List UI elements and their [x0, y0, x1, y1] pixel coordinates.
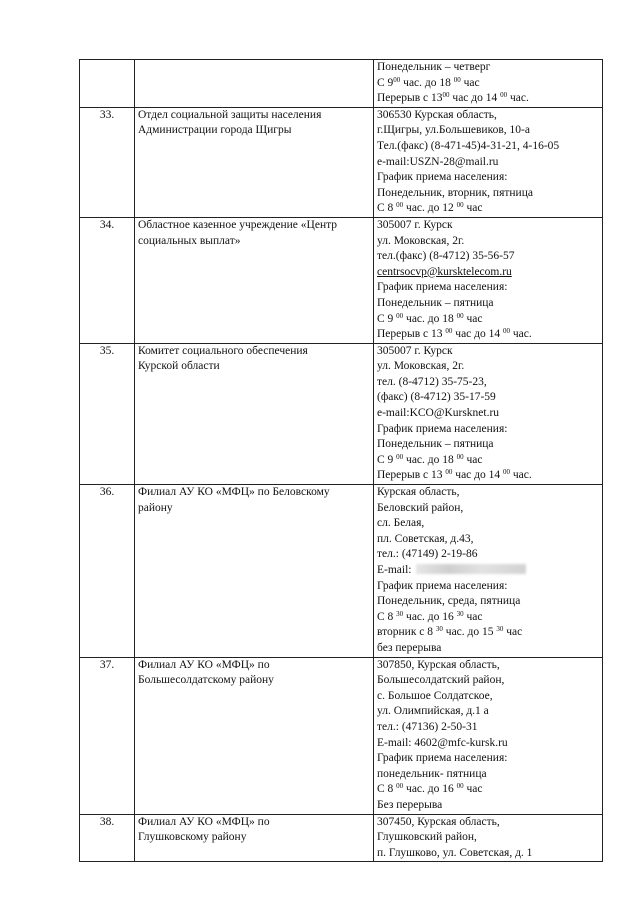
row-number: 37. [80, 657, 135, 814]
time-minutes-superscript: 00 [393, 75, 401, 84]
contact-info-line [377, 437, 599, 453]
contact-text: Понедельник – пятница [377, 296, 494, 309]
contact-info-line [377, 375, 599, 391]
organization-name-line: Областное казенное учреждение «Центр [138, 218, 338, 231]
contact-info-line [377, 453, 599, 469]
contact-info-line [377, 155, 599, 171]
contact-text: Глушковский район, [377, 831, 477, 844]
contact-info-cell [374, 107, 603, 217]
contact-text: С 9 [377, 453, 397, 466]
contact-info-cell [374, 343, 603, 484]
contact-info-line [377, 108, 599, 124]
contact-text: тел.(факс) (8-4712) 35-56-57 [377, 250, 515, 263]
contact-text: График приема населения: [377, 422, 508, 435]
contact-text: час. до 12 [403, 202, 457, 215]
contact-info-line [377, 846, 599, 862]
contact-text: час до 14 [452, 328, 503, 341]
organization-name-line: Филиал АУ КО «МФЦ» по Беловскому [138, 486, 330, 499]
contact-text: С 8 [377, 202, 397, 215]
contact-text: Перерыв с 13 [377, 469, 446, 482]
contact-text: час [463, 312, 483, 325]
contact-info-line [377, 76, 599, 92]
contact-text: Понедельник, среда, пятница [377, 595, 521, 608]
contact-text: centrsocvp@kursktelecom.ru [377, 265, 512, 278]
contact-text: Курская область, [377, 486, 460, 499]
organization-name-line: Курской области [138, 360, 220, 373]
contact-info-line [377, 249, 599, 265]
contact-info-line [377, 280, 599, 296]
row-number [80, 60, 135, 108]
contact-info-cell [374, 60, 603, 108]
contact-text: вторник с 8 [377, 626, 436, 639]
contact-text: час [463, 202, 483, 215]
organization-name-line: Администрации города Щигры [138, 124, 292, 137]
contact-info-cell [374, 657, 603, 814]
contact-text: час. [510, 328, 532, 341]
contacts-table [79, 59, 603, 862]
redacted-email [416, 564, 526, 574]
contact-text: без перерыва [377, 641, 442, 654]
organization-cell [135, 343, 374, 484]
contact-text: час. до 16 [403, 610, 457, 623]
organization-name-line: Комитет социального обеспечения [138, 344, 308, 357]
email-link[interactable] [377, 265, 599, 281]
contact-info-line [377, 501, 599, 517]
contact-info-line [377, 594, 599, 610]
contact-info-line [377, 170, 599, 186]
contact-text: п. Глушково, ул. Советская, д. 1 [377, 846, 533, 859]
contact-text: 307450, Курская область, [377, 815, 500, 828]
contact-info-line [377, 658, 599, 674]
contact-text: тел.: (47136) 2-50-31 [377, 720, 478, 733]
contact-info-line [377, 782, 599, 798]
contact-info-line [377, 641, 599, 657]
contact-info-line [377, 422, 599, 438]
contact-text: час. до 18 [403, 312, 457, 325]
time-minutes-superscript: 00 [503, 468, 510, 477]
contact-info-line [377, 767, 599, 783]
time-minutes-superscript: 00 [500, 91, 508, 100]
contact-text: час [463, 453, 483, 466]
contact-text: ул. Олимпийская, д.1 а [377, 705, 489, 718]
contact-text: Тел.(факс) (8-471-45)4-31-21, 4-16-05 [377, 139, 560, 152]
contact-text: График приема населения: [377, 171, 508, 184]
contact-text: час. до 16 [403, 783, 457, 796]
contact-text: час [460, 76, 480, 89]
contact-info-line [377, 468, 599, 484]
contact-text: С 9 [377, 76, 394, 89]
contact-info-line [377, 139, 599, 155]
contact-info-line [377, 485, 599, 501]
contacts-table-body [80, 60, 603, 862]
time-minutes-superscript: 00 [456, 782, 464, 791]
contact-info-line [377, 610, 599, 626]
contact-info-line [377, 234, 599, 250]
contact-info-line [377, 830, 599, 846]
contact-info-line [377, 689, 599, 705]
contact-info-line [377, 327, 599, 343]
contact-info-line [377, 312, 599, 328]
time-minutes-superscript: 00 [453, 75, 461, 84]
contact-info-line [377, 736, 599, 752]
time-minutes-superscript: 00 [396, 311, 404, 320]
contact-info-line [377, 406, 599, 422]
contact-info-line [377, 201, 599, 217]
contact-info-line [377, 516, 599, 532]
contact-text: С 8 [377, 610, 397, 623]
contact-info-cell [374, 217, 603, 343]
contact-text: г.Щигры, ул.Большевиков, 10-а [377, 124, 530, 137]
time-minutes-superscript: 00 [503, 327, 510, 336]
contact-text: С 9 [377, 312, 397, 325]
contact-text: час до 14 [452, 469, 503, 482]
table-row [80, 657, 603, 814]
organization-name-line: социальных выплат» [138, 234, 241, 247]
contact-text: час. до 18 [403, 453, 457, 466]
organization-cell [135, 217, 374, 343]
contact-text: Перерыв с 13 [377, 92, 443, 105]
contact-text: График приема населения: [377, 752, 508, 765]
organization-name-line: району [138, 501, 173, 514]
contact-text: час [503, 626, 523, 639]
contact-text: Понедельник, вторник, пятница [377, 186, 533, 199]
time-minutes-superscript: 00 [396, 452, 404, 461]
contact-info-line [377, 579, 599, 595]
time-minutes-superscript: 30 [396, 609, 404, 618]
contact-info-line [377, 390, 599, 406]
contact-text: час. до 15 [442, 626, 497, 639]
contact-info-line [377, 91, 599, 107]
organization-cell [135, 107, 374, 217]
contact-text: 305007 г. Курск [377, 218, 453, 231]
contact-info-line [377, 359, 599, 375]
table-row [80, 217, 603, 343]
contact-text: ул. Моковская, 2г. [377, 360, 465, 373]
contact-info-cell [374, 485, 603, 658]
contact-text: E-mail: [377, 564, 412, 576]
time-minutes-superscript: 00 [442, 91, 450, 100]
contact-text: час. до 18 [400, 76, 454, 89]
time-minutes-superscript: 00 [456, 201, 464, 210]
contact-info-line [377, 218, 599, 234]
time-minutes-superscript: 00 [445, 468, 453, 477]
contact-info-line [377, 673, 599, 689]
contact-text: 306530 Курская область, [377, 108, 497, 121]
contact-text: Без перерыва [377, 798, 443, 811]
contact-info-line [377, 532, 599, 548]
contact-text: час. [507, 92, 529, 105]
row-number: 34. [80, 217, 135, 343]
table-row [80, 485, 603, 658]
contact-text: час [463, 783, 483, 796]
contact-text: Большесолдатский район, [377, 674, 505, 687]
organization-name-line: Филиал АУ КО «МФЦ» по [138, 658, 270, 671]
contact-text: тел.: (47149) 2-19-86 [377, 548, 478, 561]
time-minutes-superscript: 30 [496, 625, 504, 634]
row-number: 38. [80, 814, 135, 862]
contact-text: 307850, Курская область, [377, 658, 500, 671]
contact-text: понедельник- пятница [377, 767, 487, 780]
contact-text: e-mail:USZN-28@mail.ru [377, 155, 499, 168]
table-row [80, 343, 603, 484]
organization-cell [135, 657, 374, 814]
time-minutes-superscript: 00 [396, 201, 404, 210]
time-minutes-superscript: 00 [445, 327, 453, 336]
contact-text: С 8 [377, 783, 397, 796]
organization-cell [135, 485, 374, 658]
time-minutes-superscript: 00 [396, 782, 404, 791]
table-row [80, 60, 603, 108]
contact-text: пл. Советская, д.43, [377, 532, 474, 545]
organization-cell [135, 60, 374, 108]
contact-text: тел. (8-4712) 35-75-23, [377, 375, 487, 388]
time-minutes-superscript: 30 [456, 609, 464, 618]
contact-text: час [463, 610, 483, 623]
contact-text: График приема населения: [377, 281, 508, 294]
contact-text: Понедельник – четверг [377, 61, 491, 73]
contact-info-line [377, 751, 599, 767]
contact-text: Понедельник – пятница [377, 438, 494, 451]
contact-info-line [377, 704, 599, 720]
contact-info-line [377, 60, 599, 76]
time-minutes-superscript: 30 [435, 625, 443, 634]
table-row [80, 107, 603, 217]
contact-info-line [377, 625, 599, 641]
contact-text: График приема населения: [377, 579, 508, 592]
row-number: 35. [80, 343, 135, 484]
table-row [80, 814, 603, 862]
row-number: 36. [80, 485, 135, 658]
organization-name-line: Отдел социальной защиты населения [138, 108, 322, 121]
contact-info-line [377, 547, 599, 563]
time-minutes-superscript: 00 [456, 311, 464, 320]
contact-text: час до 14 [449, 92, 501, 105]
contact-info-line [377, 720, 599, 736]
contact-text: (факс) (8-4712) 35-17-59 [377, 391, 496, 404]
contact-info-cell [374, 814, 603, 862]
contact-info-line [377, 123, 599, 139]
row-number: 33. [80, 107, 135, 217]
contact-text: ул. Моковская, 2г. [377, 234, 465, 247]
contact-text: E-mail: 4602@mfc-kursk.ru [377, 736, 508, 749]
organization-name-line: Большесолдатскому району [138, 674, 274, 687]
contact-info-line [377, 563, 599, 579]
contact-text: e-mail:KCO@Kursknet.ru [377, 407, 500, 420]
contact-text: с. Большое Солдатское, [377, 689, 493, 702]
contact-info-line [377, 344, 599, 360]
organization-name-line: Филиал АУ КО «МФЦ» по [138, 815, 270, 828]
organization-cell [135, 814, 374, 862]
contact-info-line [377, 815, 599, 831]
contact-info-line [377, 186, 599, 202]
contact-text: Перерыв с 13 [377, 328, 446, 341]
contact-info-line [377, 296, 599, 312]
organization-name-line: Глушковскому району [138, 831, 247, 844]
contact-text: 305007 г. Курск [377, 344, 453, 357]
contact-text: Беловский район, [377, 501, 464, 514]
time-minutes-superscript: 00 [456, 452, 464, 461]
contact-info-line [377, 798, 599, 814]
contact-text: сл. Белая, [377, 517, 425, 530]
contact-text: час. [510, 469, 532, 482]
